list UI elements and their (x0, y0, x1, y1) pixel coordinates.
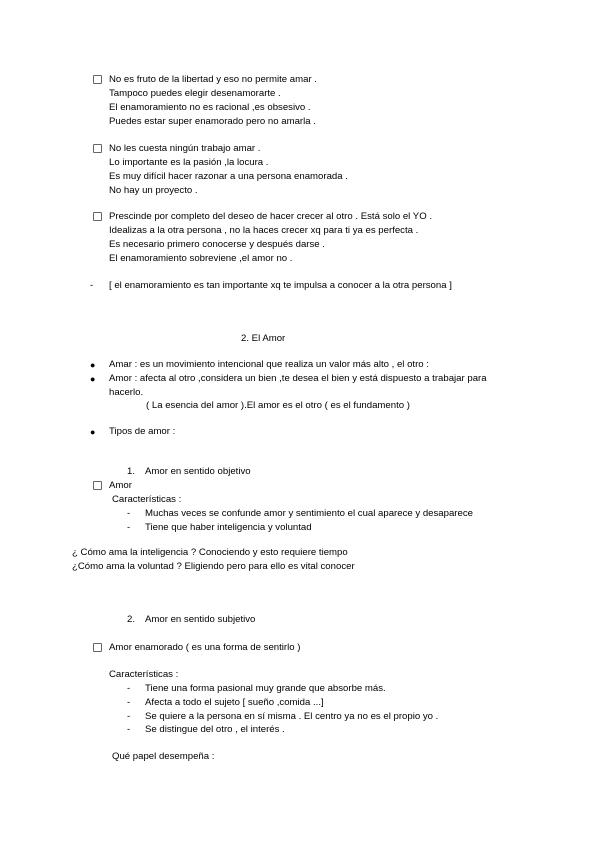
role-label: Qué papel desempeña : (112, 751, 215, 762)
block2-line-4: No hay un proyecto . (109, 185, 198, 196)
checkbox-objective[interactable] (93, 481, 102, 490)
dash-marker: - (127, 508, 131, 519)
block2-line-3: Es muy difícil hacer razonar a una persona enamorada . (109, 171, 348, 182)
dash-marker: - (127, 697, 131, 708)
objective-title: Amor en sentido objetivo (145, 466, 251, 477)
subjective-checkbox-label: Amor enamorado ( es una forma de sentirlo ) (109, 642, 301, 653)
bullet-amor-line2: hacerlo. (109, 387, 144, 398)
dash-marker: - (127, 522, 131, 533)
objective-checkbox-label: Amor (109, 480, 132, 491)
block2-line-2: Lo importante es la pasión ,la locura . (109, 157, 269, 168)
bullet-icon: ● (90, 360, 96, 370)
block2-line-1: No les cuesta ningún trabajo amar . (109, 143, 261, 154)
bullet-tipos: Tipos de amor : (109, 426, 176, 437)
note-marker: - (90, 280, 94, 291)
section-heading: 2. El Amor (241, 333, 286, 344)
bullet-amor-line1: Amor : afecta al otro ,considera un bien ,te desea el bien y está dispuesto a trabajar para (109, 373, 487, 384)
esencia-line: ( La esencia del amor ).El amor es el otro ( es el fundamento ) (146, 400, 410, 411)
subjective-item-2: Afecta a todo el sujeto [ sueño ,comida ...] (145, 697, 324, 708)
block3-line-4: El enamoramiento sobreviene ,el amor no . (109, 253, 293, 264)
checkbox-block3[interactable] (93, 212, 102, 221)
dash-marker: - (127, 683, 131, 694)
note-text: [ el enamoramiento es tan importante xq te impulsa a conocer a la otra persona ] (109, 280, 452, 291)
subjective-item-1: Tiene una forma pasional muy grande que absorbe más. (145, 683, 386, 694)
objective-characteristics-label: Características : (112, 494, 182, 505)
subjective-number: 2. (127, 614, 136, 625)
objective-number: 1. (127, 466, 136, 477)
subjective-characteristics-label: Características : (109, 669, 179, 680)
question-inteligencia: ¿ Cómo ama la inteligencia ? Conociendo y esto requiere tiempo (72, 547, 348, 558)
subjective-item-3: Se quiere a la persona en sí misma . El centro ya no es el propio yo . (145, 711, 439, 722)
objective-item-1: Muchas veces se confunde amor y sentimiento el cual aparece y desaparece (145, 508, 473, 519)
checkbox-subjective[interactable] (93, 643, 102, 652)
block3-line-3: Es necesario primero conocerse y después darse . (109, 239, 325, 250)
block3-line-1: Prescinde por completo del deseo de hacer crecer al otro . Está solo el YO . (109, 211, 432, 222)
subjective-title: Amor en sentido subjetivo (145, 614, 256, 625)
checkbox-block2[interactable] (93, 144, 102, 153)
checkbox-block1[interactable] (93, 75, 102, 84)
block1-line-2: Tampoco puedes elegir desenamorarte . (109, 88, 281, 99)
bullet-icon: ● (90, 427, 96, 437)
subjective-item-4: Se distingue del otro , el interés . (145, 724, 285, 735)
dash-marker: - (127, 724, 131, 735)
bullet-amar: Amar : es un movimiento intencional que realiza un valor más alto , el otro : (109, 359, 429, 370)
block1-line-4: Puedes estar super enamorado pero no amarla . (109, 116, 316, 127)
block1-line-3: El enamoramiento no es racional ,es obsesivo . (109, 102, 311, 113)
objective-item-2: Tiene que haber inteligencia y voluntad (145, 522, 312, 533)
block3-line-2: Idealizas a la otra persona , no la haces crecer xq para ti ya es perfecta . (109, 225, 419, 236)
bullet-icon: ● (90, 374, 96, 384)
question-voluntad: ¿Cómo ama la voluntad ? Eligiendo pero para ello es vital conocer (72, 561, 355, 572)
block1-line-1: No es fruto de la libertad y eso no permite amar . (109, 74, 317, 85)
dash-marker: - (127, 711, 131, 722)
